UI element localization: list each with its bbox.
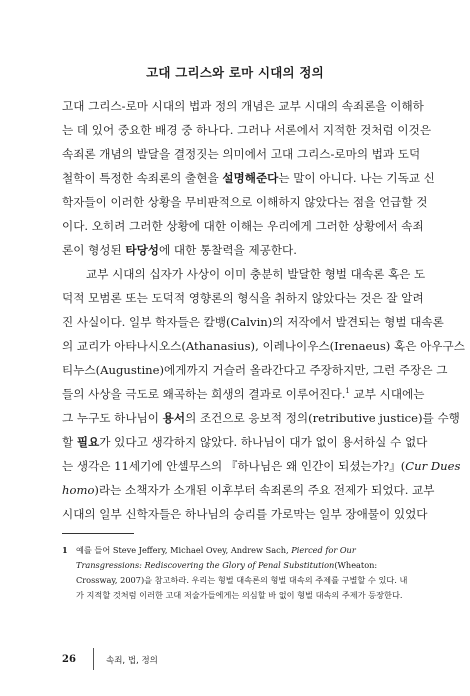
text-line: 학자들이 이러한 상황을 무비판적으로 이해하지 않았다는 점을 언급할 것 [62,195,428,209]
text-segment: 론이 형성된 [62,243,126,257]
text-segment: 예를 들어 Steve Jeffery, Michael Ovey, Andrew Sach, [76,545,292,555]
emphasis-text: 타당성 [125,243,159,257]
text-line: 의 교리가 아타나시오스(Athanasius), 이레나이우스(Irenaeus) 혹은 아우구스 [62,339,465,353]
text-line: 이다. 오히려 그러한 상황에 대한 이해는 우리에게 그러한 상황에서 속죄 [62,219,424,233]
text-segment: )라는 소책자가 소개된 이후부터 속죄론의 주요 전제가 되었다. 교부 [94,483,435,497]
emphasis-text: 용서 [162,411,186,425]
text-line: 덕적 모범론 또는 도덕적 영향론의 형식을 취하지 않았다는 것은 잘 알려 [62,291,424,305]
paragraph-2 [62,262,465,526]
text-line: 진 사실이다. 일부 학자들은 칼뱅(Calvin)의 저작에서 발견되는 형벌 대속론 [62,315,444,329]
latin-title: homo [62,483,95,497]
text-line: 는 데 있어 중요한 배경 중 하나다. 그러나 서론에서 지적한 것처럼 이것은 [62,123,432,137]
text-segment: 들의 사상을 극도로 왜곡하는 희생의 결과로 이루어진다. [62,387,346,401]
text-segment: (Wheaton: Crossway, 2007)을 참고하라. 우리는 형벌 대속론의 형벌 대속의 주제를 구별할 수 있다. 내가 지적할 것처럼 이러한 고대 저술가들에게는 의심할 바 없이 형벌 대속의 주제가 등장한다. [76,560,408,600]
text-segment: 가 있다고 생각하지 않았다. 하나님이 대가 없이 용서하실 수 없다 [99,435,428,449]
text-segment: 의 조건으로 응보적 정의(retributive justice)를 수행 [185,411,460,425]
text-segment: 그 누구도 하나님이 [62,411,163,425]
text-line [62,382,425,406]
emphasis-text: 필요 [76,435,100,449]
emphasis-text: 설명해준다 [222,171,279,185]
text-segment: 는 생각은 11세기에 안셀무스의 『하나님은 왜 인간이 되셨는가?』( [62,459,406,473]
footnote-number: 1 [62,545,68,555]
running-head: 속죄, 법, 정의 [106,656,158,666]
text-line: 티누스(Augustine)에게까지 거슬러 올라간다고 주장하지만, 그런 주장은 그 [62,363,448,377]
book-title: Pierced for Our Transgressions: Rediscovering the Glory of Penal Substitution [76,545,356,570]
footer-divider [93,648,94,670]
text-line [62,238,408,262]
chapter-section-title: 고대 그리스와 로마 시대의 정의 [146,65,324,80]
footnote-divider [62,533,134,534]
paragraph-1 [62,94,435,262]
text-line [62,430,428,454]
text-line: 속죄론 개념의 발달을 결정짓는 의미에서 고대 그리스-로마의 법과 도덕 [62,147,421,161]
footnote-text [76,543,410,603]
latin-title: Cur Dues [405,459,461,473]
text-line [62,406,460,430]
footnote-ref[interactable]: 1 [345,387,350,396]
text-segment: 는 말이 아니다. 나는 기독교 신 [278,171,435,185]
text-segment: 교부 시대에는 [349,387,425,401]
text-line [62,454,461,478]
text-line: 고대 그리스-로마 시대의 법과 정의 개념은 교부 시대의 속죄론을 이해하 [62,99,424,113]
text-segment: 철학이 특정한 속죄론의 출현을 [62,171,223,185]
page-footer [62,650,408,670]
text-segment: 할 [62,435,77,449]
text-line [62,478,435,502]
text-line: 시대의 일부 신학자들은 하나님의 승리를 가로막는 일부 장애물이 있었다 [62,507,428,521]
page-number: 26 [62,654,76,665]
text-line: 교부 시대의 십자가 사상이 이미 충분히 발달한 형벌 대속론 혹은 도 [86,267,426,281]
text-line [62,166,435,190]
text-segment: 에 대한 통찰력을 제공한다. [158,243,297,257]
footnote [62,543,410,603]
